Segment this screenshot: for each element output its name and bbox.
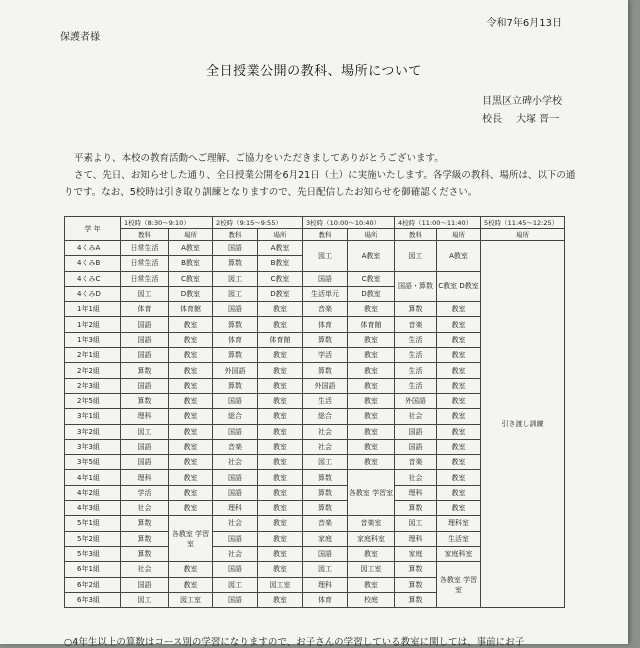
subject-cell: 生活: [395, 348, 437, 363]
place-cell: 教室: [258, 378, 303, 393]
period-5-cell: 引き渡し訓練: [481, 241, 565, 608]
class-cell: 1年2組: [65, 317, 121, 332]
place-cell: 教室: [258, 592, 303, 607]
place-cell: 教室: [169, 562, 213, 577]
table-row: [65, 241, 565, 256]
subject-cell: 理科: [121, 409, 169, 424]
subject-cell: 国語: [213, 302, 258, 317]
place-cell: 教室: [169, 470, 213, 485]
subject-header: 教科: [303, 229, 348, 241]
subject-cell: 算数: [395, 592, 437, 607]
place-cell: C教室: [258, 271, 303, 286]
subject-cell: 音楽: [395, 317, 437, 332]
place-cell: A教室: [169, 241, 213, 256]
subject-cell: 国語: [395, 439, 437, 454]
subject-cell: 音楽: [303, 302, 348, 317]
class-cell: 5年2組: [65, 531, 121, 546]
subject-cell: 生活: [395, 378, 437, 393]
subject-cell: 図工: [121, 592, 169, 607]
class-cell: 5年3組: [65, 546, 121, 561]
subject-cell: 外国語: [395, 393, 437, 408]
document-title: 全日授業公開の教科、場所について: [206, 64, 422, 79]
subject-cell: 算数: [303, 332, 348, 347]
subject-cell: 図工: [395, 241, 437, 272]
subject-cell: 国語: [213, 424, 258, 439]
place-cell: 教室: [169, 577, 213, 592]
place-cell: 教室: [258, 455, 303, 470]
subject-cell: 社会: [213, 546, 258, 561]
subject-cell: 日常生活: [121, 271, 169, 286]
subject-cell: 算数: [121, 516, 169, 531]
place-cell: 教室: [437, 348, 481, 363]
class-cell: 4くみB: [65, 256, 121, 271]
subject-cell: 国語: [303, 271, 348, 286]
subject-cell: 算数: [395, 577, 437, 592]
place-cell: 教室: [348, 439, 395, 454]
subject-cell: 学活: [303, 348, 348, 363]
subject-cell: 国語: [213, 393, 258, 408]
place-cell: 教室: [437, 424, 481, 439]
subject-cell: 国語: [121, 577, 169, 592]
subject-cell: 理科: [395, 485, 437, 500]
subject-cell: 算数: [213, 378, 258, 393]
subject-cell: 生活: [395, 332, 437, 347]
place-cell: A教室: [348, 241, 395, 272]
place-cell: 各教室 学習室: [437, 562, 481, 608]
place-cell: 教室: [437, 455, 481, 470]
class-cell: 3年1組: [65, 409, 121, 424]
place-cell: 教室: [348, 393, 395, 408]
place-cell: 教室: [348, 455, 395, 470]
subject-cell: 図工: [303, 455, 348, 470]
subject-cell: 総合: [213, 409, 258, 424]
place-cell: 生活室: [437, 531, 481, 546]
subject-cell: 国語: [213, 241, 258, 256]
place-cell: 教室: [348, 348, 395, 363]
subject-header: 教科: [395, 229, 437, 241]
subject-header: 教科: [121, 229, 169, 241]
paragraph: 平素より、本校の教育活動へご理解、ご協力をいただきましてありがとうございます。: [74, 153, 444, 164]
place-cell: 教室: [169, 501, 213, 516]
subject-cell: 外国語: [213, 363, 258, 378]
class-cell: 3年3組: [65, 439, 121, 454]
place-cell: 教室: [169, 363, 213, 378]
class-cell: 6年3組: [65, 592, 121, 607]
body-text: [64, 150, 584, 201]
subject-cell: 算数: [213, 256, 258, 271]
place-cell: 教室: [437, 317, 481, 332]
place-cell: 教室: [169, 317, 213, 332]
subject-cell: 国語: [213, 485, 258, 500]
subject-cell: 生活: [395, 363, 437, 378]
subject-cell: 体育: [303, 592, 348, 607]
subject-cell: 国語・算数: [395, 271, 437, 302]
place-cell: 教室: [258, 546, 303, 561]
place-cell: 教室: [348, 302, 395, 317]
class-cell: 6年2組: [65, 577, 121, 592]
subject-cell: 算数: [395, 302, 437, 317]
place-cell: 各教室 学習室: [169, 516, 213, 562]
subject-cell: 外国語: [303, 378, 348, 393]
place-header: 場所: [437, 229, 481, 241]
place-cell: 教室: [258, 485, 303, 500]
subject-cell: 音楽: [303, 516, 348, 531]
principal-name: 大塚 晋一: [516, 114, 560, 125]
place-cell: C教室: [169, 271, 213, 286]
place-cell: 教室: [348, 332, 395, 347]
place-header: 場所: [169, 229, 213, 241]
place-cell: 教室: [437, 378, 481, 393]
subject-cell: 家庭: [395, 546, 437, 561]
class-cell: 4くみA: [65, 241, 121, 256]
place-header: 場所: [258, 229, 303, 241]
place-cell: 教室: [348, 577, 395, 592]
subject-cell: 算数: [213, 348, 258, 363]
place-cell: 教室: [258, 470, 303, 485]
place-cell: C教室 D教室: [437, 271, 481, 302]
subject-cell: 理科: [213, 501, 258, 516]
place-cell: D教室: [348, 286, 395, 301]
footnote: ○4年生以上の算数はコース別の学習になりますので、お子さんの学習している教室に関しては、事前にお子: [64, 637, 525, 648]
subject-cell: 国語: [121, 348, 169, 363]
subject-cell: 図工: [303, 562, 348, 577]
subject-cell: 算数: [303, 485, 348, 500]
place-cell: 教室: [169, 348, 213, 363]
subject-cell: 国語: [213, 470, 258, 485]
place-cell: A教室: [258, 241, 303, 256]
place-cell: 教室: [348, 409, 395, 424]
place-cell: 教室: [258, 409, 303, 424]
place-cell: 教室: [258, 317, 303, 332]
subject-header: 教科: [213, 229, 258, 241]
subject-cell: 社会: [121, 562, 169, 577]
place-cell: 校庭: [348, 592, 395, 607]
subject-cell: 算数: [121, 546, 169, 561]
place-cell: 教室: [258, 516, 303, 531]
subject-cell: 社会: [213, 516, 258, 531]
place-cell: 教室: [437, 363, 481, 378]
subject-cell: 国語: [121, 439, 169, 454]
class-cell: 4くみD: [65, 286, 121, 301]
principal: [482, 110, 573, 125]
class-cell: 2年1組: [65, 348, 121, 363]
subject-cell: 図工: [213, 286, 258, 301]
place-cell: 図工室: [169, 592, 213, 607]
subject-cell: 社会: [121, 501, 169, 516]
place-cell: 教室: [169, 332, 213, 347]
subject-cell: 算数: [395, 562, 437, 577]
place-cell: B教室: [169, 256, 213, 271]
place-cell: 教室: [348, 378, 395, 393]
place-cell: 教室: [258, 302, 303, 317]
period-3-header: 3校時（10:00〜10:40）: [303, 217, 395, 229]
place-cell: 教室: [258, 348, 303, 363]
subject-cell: 社会: [303, 424, 348, 439]
place-cell: 教室: [258, 393, 303, 408]
subject-cell: 社会: [395, 470, 437, 485]
subject-cell: 算数: [303, 501, 348, 516]
subject-cell: 国語: [121, 455, 169, 470]
schedule-table: [64, 216, 565, 608]
period-1-header: 1校時（8:30〜9:10）: [121, 217, 213, 229]
place-cell: B教室: [258, 256, 303, 271]
subject-cell: 国語: [213, 531, 258, 546]
subject-cell: 国語: [303, 546, 348, 561]
place-cell: 教室: [169, 393, 213, 408]
subject-cell: 日常生活: [121, 241, 169, 256]
subject-cell: 理科: [303, 577, 348, 592]
class-cell: 6年1組: [65, 562, 121, 577]
period-2-header: 2校時（9:15〜9:55）: [213, 217, 303, 229]
place-cell: 教室: [169, 485, 213, 500]
subject-cell: 国語: [121, 332, 169, 347]
place-cell: 教室: [258, 531, 303, 546]
subject-cell: 国語: [213, 592, 258, 607]
subject-cell: 体育: [121, 302, 169, 317]
class-cell: 2年3組: [65, 378, 121, 393]
subject-cell: 日常生活: [121, 256, 169, 271]
subject-cell: 体育: [303, 317, 348, 332]
subject-cell: 総合: [303, 409, 348, 424]
place-cell: 体育館: [258, 332, 303, 347]
place-cell: 教室: [258, 439, 303, 454]
subject-cell: 家庭: [303, 531, 348, 546]
subject-cell: 音楽: [213, 439, 258, 454]
subject-cell: 算数: [395, 501, 437, 516]
place-cell: 教室: [169, 378, 213, 393]
subject-cell: 生活単元: [303, 286, 348, 301]
subject-cell: 社会: [395, 409, 437, 424]
place-cell: 理科室: [437, 516, 481, 531]
place-cell: 教室: [437, 302, 481, 317]
subject-cell: 体育: [213, 332, 258, 347]
class-cell: 4年2組: [65, 485, 121, 500]
subject-cell: 算数: [303, 363, 348, 378]
subject-cell: 図工: [213, 271, 258, 286]
period-4-header: 4校時（11:00〜11:40）: [395, 217, 481, 229]
class-cell: 4くみC: [65, 271, 121, 286]
place-cell: C教室: [348, 271, 395, 286]
place-cell: 教室: [169, 439, 213, 454]
school-name: 目黒区立碑小学校: [482, 96, 562, 107]
place-cell: 教室: [348, 424, 395, 439]
place-cell: 教室: [258, 363, 303, 378]
class-cell: 3年2組: [65, 424, 121, 439]
place-cell: 各教室 学習室: [348, 470, 395, 516]
place-cell: A教室: [437, 241, 481, 272]
class-cell: 2年2組: [65, 363, 121, 378]
class-cell: 5年1組: [65, 516, 121, 531]
place-cell: D教室: [258, 286, 303, 301]
subject-cell: 国語: [213, 562, 258, 577]
subject-cell: 図工: [213, 577, 258, 592]
class-cell: 4年3組: [65, 501, 121, 516]
subject-cell: 国語: [395, 424, 437, 439]
grade-header: 学 年: [65, 217, 121, 241]
place-cell: 教室: [437, 332, 481, 347]
place-cell: 教室: [258, 424, 303, 439]
place-cell: 教室: [169, 455, 213, 470]
subject-cell: 音楽: [395, 455, 437, 470]
place-header: 場所: [481, 229, 565, 241]
place-cell: 体育館: [348, 317, 395, 332]
class-cell: 1年3組: [65, 332, 121, 347]
subject-cell: 算数: [121, 531, 169, 546]
place-cell: 体育館: [169, 302, 213, 317]
place-cell: 教室: [169, 424, 213, 439]
place-cell: 教室: [437, 501, 481, 516]
place-cell: D教室: [169, 286, 213, 301]
paragraph: さて、先日、お知らせした通り、全日授業公開を6月21日（土）に実施いたします。各学級の教科、場所は、以下の通りです。なお、5校時は引き取り訓練となりますので、先日配信したお知らせを御確認ください。: [64, 170, 576, 198]
place-cell: 教室: [258, 562, 303, 577]
place-cell: 図工室: [258, 577, 303, 592]
place-cell: 家庭科室: [437, 546, 481, 561]
subject-cell: 算数: [213, 317, 258, 332]
subject-cell: 国語: [121, 378, 169, 393]
place-cell: 教室: [437, 439, 481, 454]
class-cell: 2年5組: [65, 393, 121, 408]
subject-cell: 社会: [303, 439, 348, 454]
place-cell: 音楽室: [348, 516, 395, 531]
subject-cell: 理科: [395, 531, 437, 546]
subject-cell: 図工: [121, 424, 169, 439]
place-cell: 教室: [437, 470, 481, 485]
place-cell: 教室: [348, 546, 395, 561]
class-cell: 1年1組: [65, 302, 121, 317]
recipient: 保護者様: [60, 32, 100, 43]
subject-cell: 学活: [121, 485, 169, 500]
document-date: 令和7年6月13日: [486, 18, 562, 29]
class-cell: 4年1組: [65, 470, 121, 485]
subject-cell: 図工: [395, 516, 437, 531]
subject-cell: 国語: [121, 317, 169, 332]
place-cell: 教室: [258, 501, 303, 516]
subject-cell: 図工: [303, 241, 348, 272]
subject-cell: 算数: [121, 363, 169, 378]
subject-cell: 理科: [121, 470, 169, 485]
subject-cell: 算数: [121, 393, 169, 408]
period-5-header: 5校時（11:45〜12:25）: [481, 217, 565, 229]
place-cell: 図工室: [348, 562, 395, 577]
place-cell: 家庭科室: [348, 531, 395, 546]
principal-title: 校長: [482, 114, 502, 125]
subject-cell: 図工: [121, 286, 169, 301]
subject-cell: 生活: [303, 393, 348, 408]
place-cell: 教室: [348, 363, 395, 378]
place-cell: 教室: [437, 409, 481, 424]
place-cell: 教室: [169, 409, 213, 424]
place-header: 場所: [348, 229, 395, 241]
class-cell: 3年5組: [65, 455, 121, 470]
place-cell: 教室: [437, 393, 481, 408]
subject-cell: 社会: [213, 455, 258, 470]
place-cell: 教室: [437, 485, 481, 500]
subject-cell: 算数: [303, 470, 348, 485]
